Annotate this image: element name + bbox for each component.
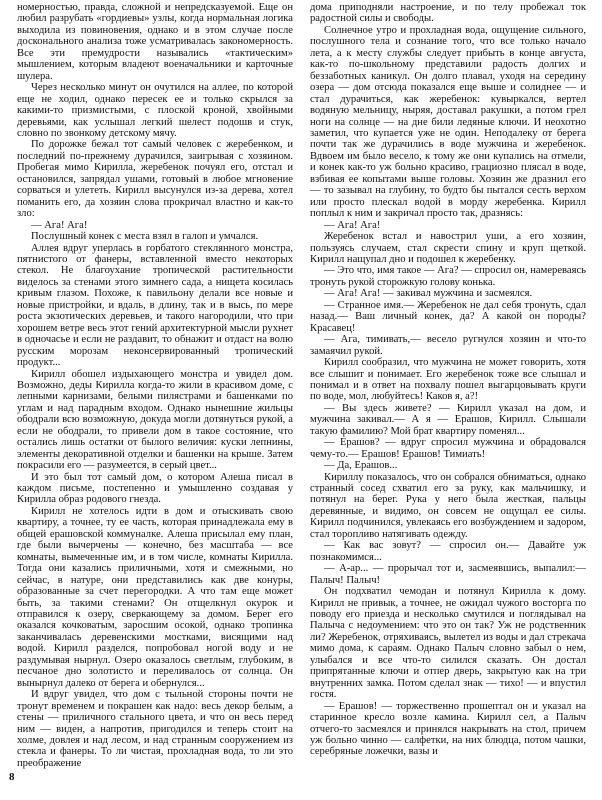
- right-column: [310, 2, 586, 758]
- dialogue-line: — Странное имя.— Жеребенок не дал себя тронуть, сдал назад.— Ваш личный конек, да? А какой он породы? Красавец!: [310, 299, 586, 334]
- paragraph: Кириллу показалось, что он собрался обниматься, однако странный сосед схватил его за руку, как мальчишку, и потянул на берег. Рука у него была жесткая, пальцы деревянные, и видимо, он совсем не ощущал ее силы. Кирилл подчинился, увлекаясь его возбуждением и задором, стал торопливо натягивать одежду.: [310, 471, 586, 540]
- dialogue-line: — Ерашов? — вдруг спросил мужчина и обрадовался чему-то.— Ерашов! Ерашов! Тимиать!: [310, 437, 586, 460]
- paragraph: По дорожке бежал тот самый человек с жеребенком, и последний по-прежнему дурачился, заигрывая с хозяином. Пробегая мимо Кирилла, жеребенок почуял его, отстал и остановился, запрядал ушами, готовый в любое мгновение сорваться и улететь. Кирилл высунулся из-за дерева, хотел поманить его, да хозяин словa прокричал властно и как-то зло:: [17, 139, 293, 220]
- paragraph: Через несколько минут он очутился на аллее, по которой еще не ходил, однако пересек ее и только скрылся за какими-то призмистыми, с плоской кроной, хвойными деревьями, как услышал легкий шелест подошв и стук, словно по звонкому детскому мячу.: [17, 82, 293, 139]
- dialogue-line: — Вы здесь живете? — Кирилл указал на дом, и мужчина закивал.— А я — Ерашов, Кирилл. Слышали такую фамилию? Мой брат квартиру поменял...: [310, 402, 586, 437]
- paragraph: И это был тот самый дом, о котором Алеша писал в каждом письме, постепенно и умышленно создавая у Кирилла образ родового гнезда.: [17, 471, 293, 506]
- paragraph: Кирилл не хотелось идти в дом и отыскивать свою квартиру, а точнее, ту ее часть, которая принадлежала ему в общей ерашовской коммуналке. Алеша присылал ему план, где были вычерчены — конечно, без масштаба — все комнаты, вымеченные им, и в том числе, комнаты Кирилла. Тогда они казались приличными, хотя и смежными, но сейчас, в натуре, они представились как две конуры, образованные за счет перегородки. А что там еще может быть, за такими стенами? Он отщелкнул окурок и отправился к озеру, сверкающему за домом. Берег его оказался кочковатым, заросшим осокой, однако тропинка заканчивалась деревенскими мостками, висящими над водой. Кирилл разделся, попробовал ногой воду и не раздумывая нырнул. Озеро оказалось светлым, глубоким, в песчаное дно золотисто и переливалось от солнца. Он вынырнул далеко от берега и обернулся...: [17, 505, 293, 689]
- paragraph: Кирилл сообразил, что мужчина не может говорить, хотя все слышит и понимает. Его жеребенок тоже все слышал и понимал и в ответ на похвалу пошел выгарцовывать круги по воде, мол, любуйтесь! Каков я, а?!: [310, 357, 586, 403]
- dialogue-line: — Это что, имя такое — Ага? — спросил он, намереваясь тронуть рукой сторожкую голову конька.: [310, 265, 586, 288]
- paragraph: И вдруг увидел, что дом с тыльной стороны почти не тронут временем и покрашен как надо: весь декор белым, а стены — приличного стального цвета, и что он весь перед ним — виден, а напротив, пригодился и теперь стоит на холме, довлея и над лесом, и над странным сооружением из стекла и фанеры. То ли чистая, прохладная вода, то ли это преображение: [17, 689, 293, 769]
- dialogue-line: — Ага! Ага!: [324, 219, 381, 231]
- page-number: 8: [9, 771, 15, 783]
- paragraph: Жеребенок встал и навострил уши, а его хозяин, пользуясь случаем, стал скрести спину и круп щеткой. Кирилл нащупал дно и подошел к жеребенку.: [310, 231, 586, 265]
- paragraph: номерностью, правда, сложной и непредсказуемой. Еще он любил разрубать «гордиевы» узлы, когда нормальная логика выходила из повиновения, однако и в этом случае после досконального анализа тоже усматривалась закономерность. Все эти премудрости назывались «тактическим» мышлением, которым владеют военачальники и карточные шулера.: [17, 2, 293, 82]
- paragraph: Кирилл обошел издыхающего монстра и увидел дом. Возможно, деды Кирилла когда-то жили в красивом доме, с лепными карнизами, белыми пилястрами и башенками по углам и над парадным входом. Однако нынешние жильцы ободрали всю возможную, докуда могли дотянуться рукой, а если не ободрали, то привели дом в такое состояние, что остались лишь остатки от былого величия: куски лепнины, элементы декоративной отделки и башенки на крыше. Затем покрасили его — разумеется, в серый цвет...: [17, 368, 293, 472]
- left-column: [17, 2, 293, 769]
- paragraph: Он подхватил чемодан и потянул Кирилла к дому. Кирилл не привык, а точнее, не ожидал чужого восторга по поводу его приезда и несколько смутился и поглядывал на Палыча с недоумением: что это он так? Уж не родственник ли? Жеребенок, отряхиваясь, вылетел из воды и дал стрекача мимо дома, к сараям. Однако Палыч словно забыл о нем, улыбался и все что-то силился сказать. Он достал припрятанные ключи и отпер дверь, закрытую как на три внутренних замка. Потом сделал знак — тихо! — и впустил гостя.: [310, 586, 586, 701]
- paragraph: — Ерашов! — торжественно прошептал он и указал на старинное кресло возле камина. Кирилл сел, а Палыч отчего-то засмеялся и принялся накрывать на стол, причем уж больно чинно — салфетки, на них блюдца, потом чашки, серебряные ложечки, вазы и: [310, 700, 586, 758]
- dialogue-line: — Ага! Ага!: [31, 219, 88, 231]
- dialogue-line: — Ага, тимивать,— весело ругнулся хозяин и что-то замаячил рукой.: [310, 334, 586, 357]
- dialogue-line: — Как вас зовут? — спросил он.— Давайте уж познакомимся...: [310, 540, 586, 563]
- paragraph: Послушный конек с места взял в галоп и умчался.: [31, 231, 259, 243]
- dialogue-line: — Ага! Ага! — закивал мужчина и засмеялся.: [324, 288, 533, 300]
- paragraph: Солнечное утро и прохладная вода, ощущение сильного, послушного тела и сознание того, что все только начало лета, а к месту службы следует прибыть в конце августа, как-то по-школьному представили радость долгих и беззаботных каникул. Он долго плавал, уходя на середину озера — дом отсюда показался еще выше и солиднее — и стал дурачиться, как жеребенок: кувыркался, вертел водяную мельницу, ныряя, доставал ракушки, а потом грел ноги на солнце — на дне били ледяные ключи. И неохотно заметил, что купается уже не один. Неподалеку от берега почти так же дурачились в воде мужчина и жеребенок. Вдвоем им было весело, к тому же они купались на отмели, и конек как-то уж больно красиво, грациозно плясал в воде, взбивая ее копытами выше головы. Хозяин же дразнил его — то зазывал на глубину, то будто бы пытался сесть верхом или просто плескал водой в морду жеребенка. Кирилл поплыл к ним и закричал просто так, дразнясь:: [310, 24, 586, 220]
- dialogue-line: — А-ар... — прорычал тот и, засмеявшись, выпалил:— Палыч! Палыч!: [310, 563, 586, 586]
- dialogue-line: — Да, Ерашов...: [324, 460, 398, 472]
- paragraph: Аллея вдруг уперлась в горбатого стеклянного монстра, пятнистого от фанеры, вставленной вместо некоторых стекол. Не благоухание тропической растительности виделось за стенами этого зимнего сада, а нищета косилась кривым глазом. Похоже, к павильону делали все новые и новые пристройки, и вдаль, в длину, так и в высь, по мере роста экзотических деревьев, и такого нагородили, что при хорошем ветре весь этот гений архитектурной мысли рухнет в одночасье и если не раздавит, то обнажит и отдаст на волю русским морозам неконсервированный тропический продукт...: [17, 242, 293, 369]
- paragraph: дома приподняли настроение, и по телу пробежал ток радостной силы и свободы.: [310, 2, 586, 25]
